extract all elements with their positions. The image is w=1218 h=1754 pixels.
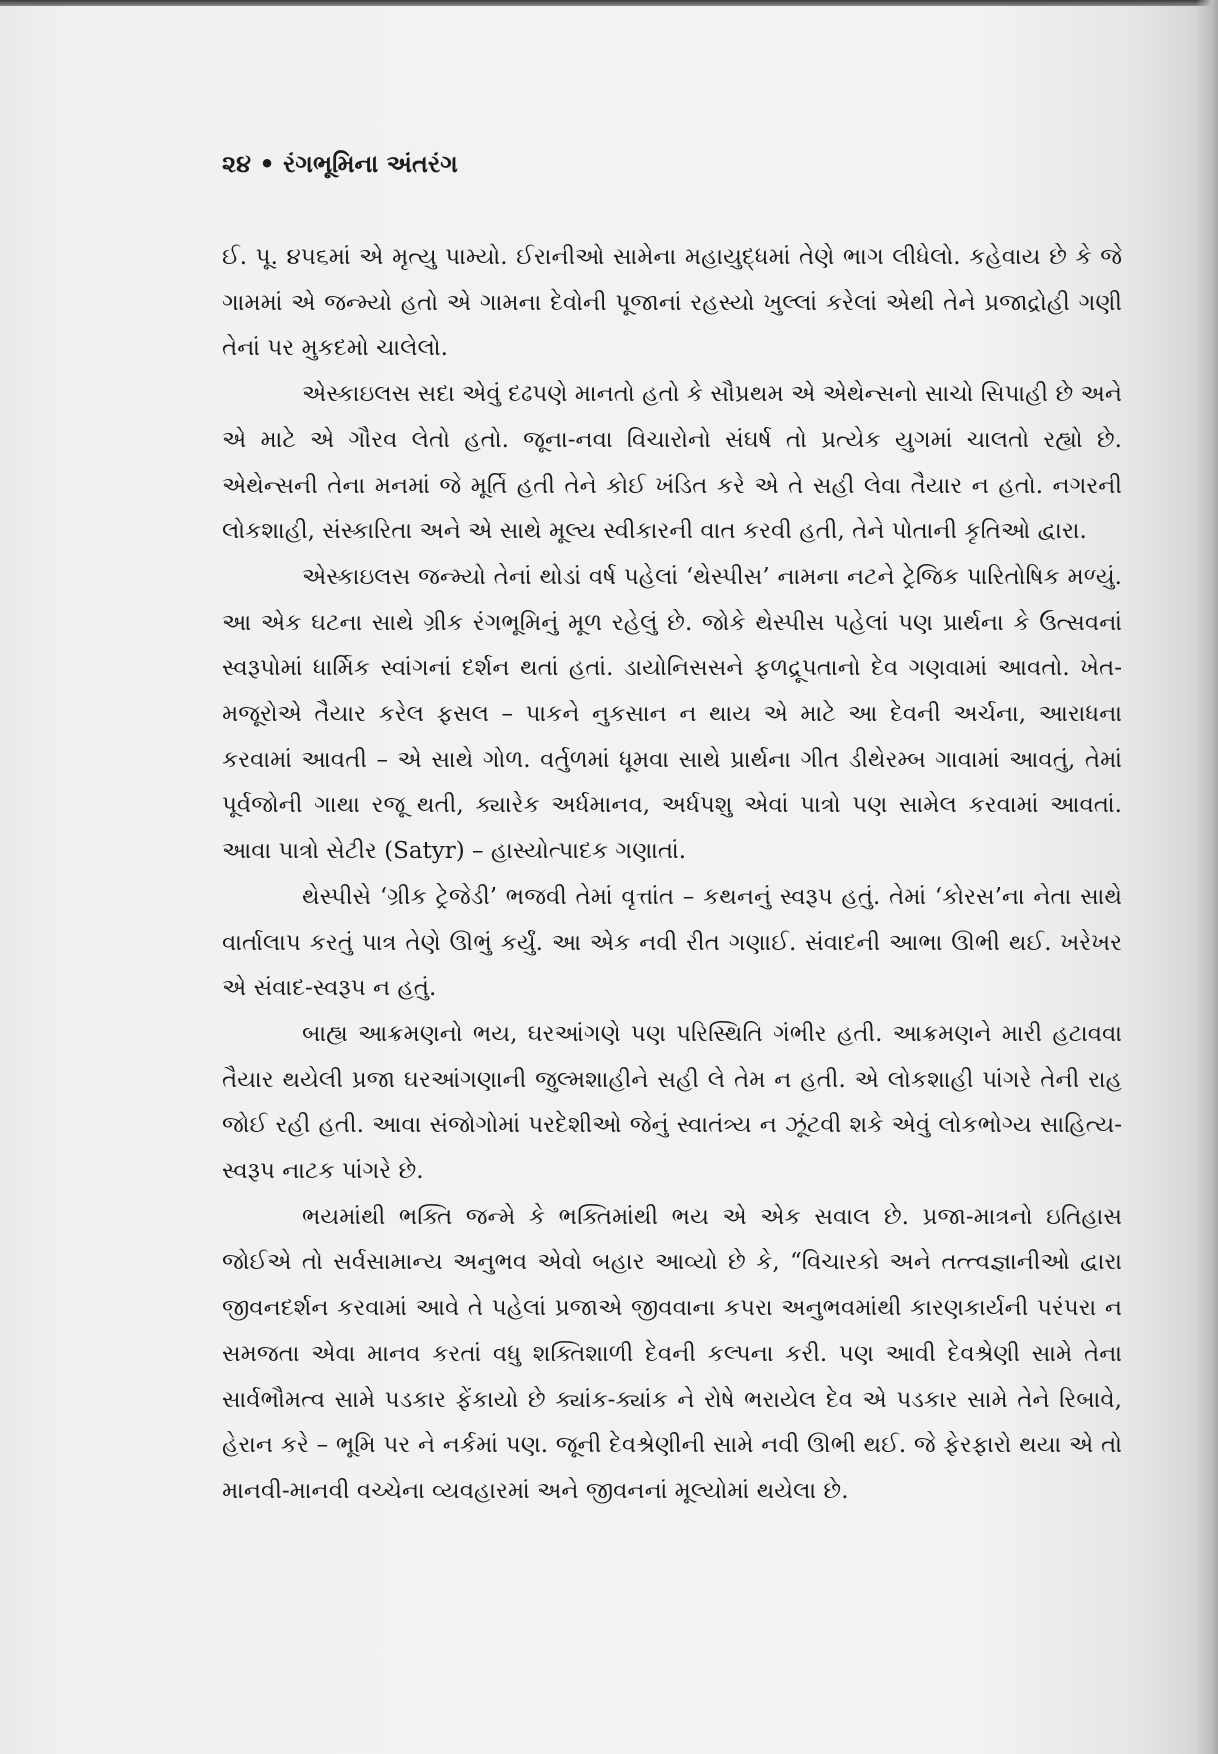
- paragraph: એસ્કાઇલસ જન્મ્યો તેનાં થોડાં વર્ષ પહેલાં ‘થેસ્પીસ’ નામના નટને ટ્રેજિક પારિતોષિક મળ્યું. આ એક ઘટના સાથે ગ્રીક રંગભૂમિનું મૂળ રહેલું છે. જોકે થેસ્પીસ પહેલાં પણ પ્રાર્થના કે ઉત્સવનાં સ્વરૂપોમાં ધાર્મિક સ્વાંગનાં દર્શન થતાં હતાં. ડાયોનિસસને ફળદ્રૂપતાનો દેવ ગણવામાં આવતો. ખેત-મજૂરોએ તૈયાર કરેલ ફસલ – પાકને નુકસાન ન થાય એ માટે આ દેવની અર્ચના, આરાધના કરવામાં આવતી – એ સાથે ગોળ. વર્તુળમાં ધૂમવા સાથે પ્રાર્થના ગીત ડીથેરમ્બ ગાવામાં આવતું, તેમાં પૂર્વજોની ગાથા રજૂ થતી, ક્યારેક અર્ધમાનવ, અર્ધપશુ એવાં પાત્રો પણ સામેલ કરવામાં આવતાં. આવા પાત્રો સેટીર (Satyr) – હાસ્યોત્પાદક ગણાતાં.: [222, 563, 1122, 865]
- paragraph: બાહ્ય આક્રમણનો ભય, ઘરઆંગણે પણ પરિસ્થિતિ ગંભીર હતી. આક્રમણને મારી હટાવવા તૈયાર થયેલી પ્રજા ઘરઆંગણાની જુલ્મશાહીને સહી લે તેમ ન હતી. એ લોકશાહી પાંગરે તેની રાહ જોઈ રહી હતી. આવા સંજોગોમાં પરદેશીઓ જેનું સ્વાતંત્ર્ય ન ઝૂંટવી શકે એવું લોકભોગ્ય સાહિત્ય- સ્વરૂપ નાટક પાંગરે છે.: [222, 1020, 1122, 1185]
- paragraph: એસ્કાઇલસ સદા એવું દઢપણે માનતો હતો કે સૌપ્રથમ એ એથેન્સનો સાચો સિપાહી છે અને એ માટે એ ગૌરવ લેતો હતો. જૂના-નવા વિચારોનો સંઘર્ષ તો પ્રત્યેક યુગમાં ચાલતો રહ્યો છે. એથેન્સની તેના મનમાં જે મૂર્તિ હતી તેને કોઈ ખંડિત કરે એ તે સહી લેવા તૈયાર ન હતો. નગરની લોકશાહી, સંસ્કારિતા અને એ સાથે મૂલ્ય સ્વીકારની વાત કરવી હતી, તેને પોતાની કૃતિઓ દ્વારા.: [222, 381, 1122, 545]
- running-head: ૨૪ • રંગભૂમિના અંતરંગ: [222, 150, 458, 178]
- paragraph: ભયમાંથી ભક્તિ જન્મે કે ભક્તિમાંથી ભય એ એક સવાલ છે. પ્રજા-માત્રનો ઇતિહાસ જોઈએ તો સર્વસામાન્ય અનુભવ એવો બહાર આવ્યો છે કે, “વિચારકો અને તત્ત્વજ્ઞાનીઓ દ્વારા જીવનદર્શન કરવામાં આવે તે પહેલાં પ્રજાએ જીવવાના કપરા અનુભવમાંથી કારણકાર્યની પરંપરા ન સમજતા એવા માનવ કરતાં વધુ શક્તિશાળી દેવની કલ્પના કરી. પણ આવી દેવશ્રેણી સામે તેના સાર્વભૌમત્વ સામે પડકાર ફેંકાયો છે ક્યાંક-ક્યાંક ને રોષે ભરાયેલ દેવ એ પડકાર સામે તેને રિબાવે, હેરાન કરે – ભૂમિ પર ને નર્કમાં પણ. જૂની દેવશ્રેણીની સામે નવી ઊભી થઈ. જે ફેરફારો થયા એ તો માનવી-માનવી વચ્ચેના વ્યવહારમાં અને જીવનનાં મૂલ્યોમાં થયેલા છે.: [222, 1203, 1122, 1504]
- paragraph: ઈ. પૂ. ૪૫૬માં એ મૃત્યુ પામ્યો. ઈરાનીઓ સામેના મહાયુદ્ધમાં તેણે ભાગ લીધેલો. કહેવાય છે કે જે ગામમાં એ જન્મ્યો હતો એ ગામના દેવોની પૂજાનાં રહસ્યો ખુલ્લાં કરેલાં એથી તેને પ્રજાદ્રોહી ગણી તેનાં પર મુકદમો ચાલેલો.: [222, 244, 1122, 362]
- paragraph: થેસ્પીસે ‘ગ્રીક ટ્રેજેડી’ ભજવી તેમાં વૃત્તાંત – કથનનું સ્વરૂપ હતું. તેમાં ‘કોરસ’ના નેતા સાથે વાર્તાલાપ કરતું પાત્ર તેણે ઊભું કર્યું. આ એક નવી રીત ગણાઈ. સંવાદની આભા ઊભી થઈ. ખરેખર એ સંવાદ-સ્વરૂપ ન હતું.: [222, 883, 1122, 1002]
- body-text: [222, 235, 1122, 1515]
- page-binding-shadow: [1196, 0, 1218, 1754]
- page-top-edge: [0, 0, 1218, 6]
